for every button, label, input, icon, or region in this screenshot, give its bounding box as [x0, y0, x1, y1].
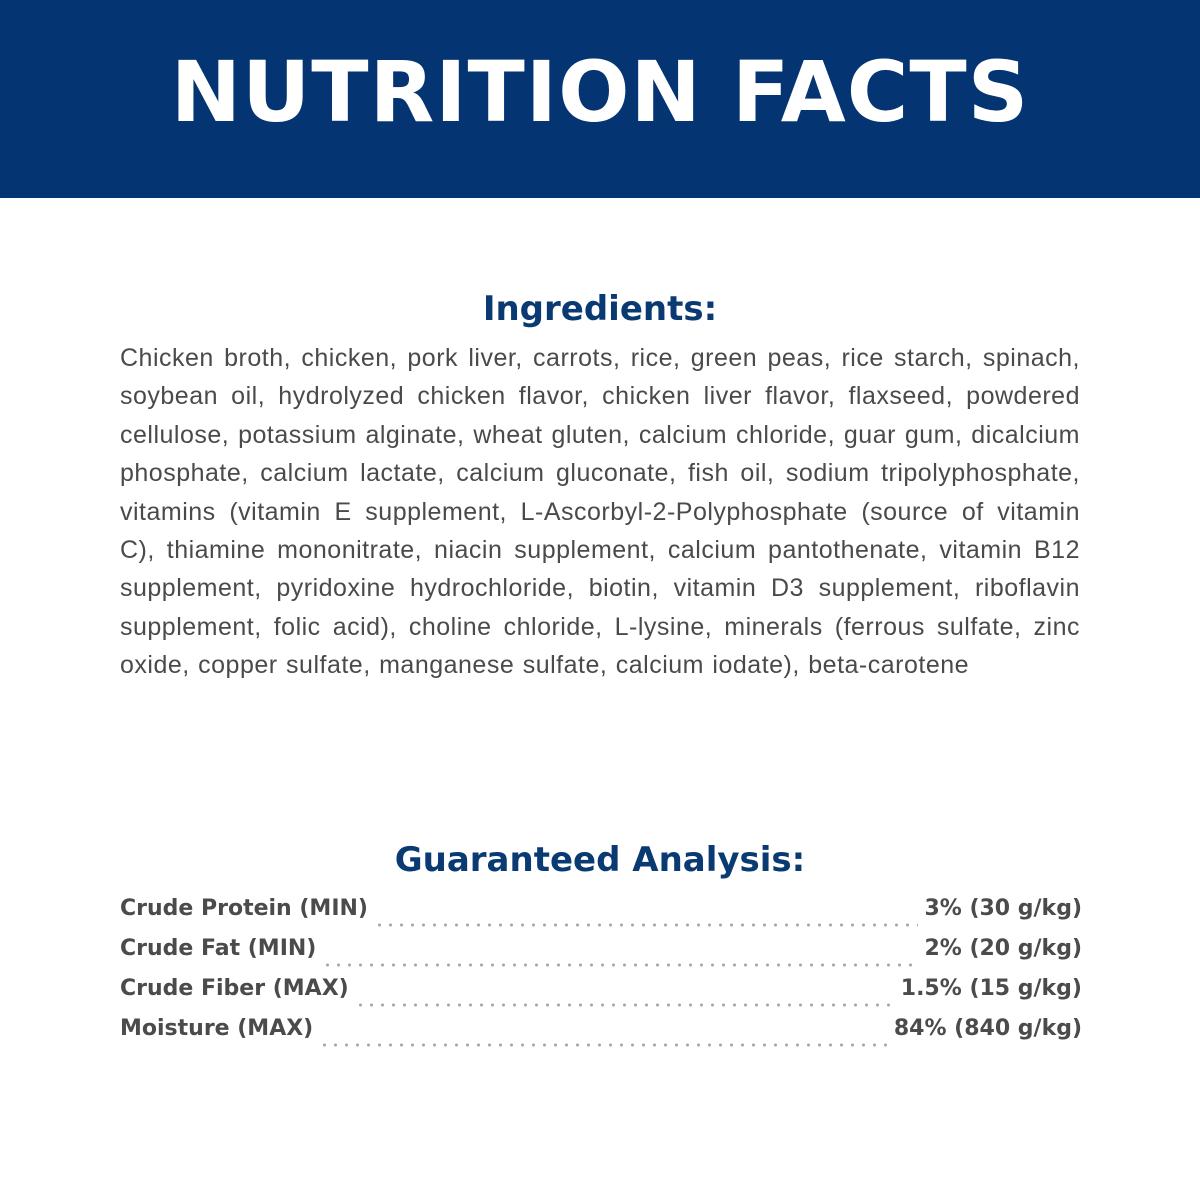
dot-leader	[374, 923, 918, 927]
analysis-value: 1.5% (15 g/kg)	[900, 976, 1082, 1001]
analysis-label: Moisture (MAX)	[120, 1016, 314, 1041]
ingredients-heading: Ingredients:	[482, 289, 718, 329]
ingredients-list: Chicken broth, chicken, pork liver, carrots, rice, green peas, rice starch, spinach, soybean oil, hydrolyzed chicken flavor, chicken liver flavor, flaxseed, powdered cellulose, potassium alginate, wheat gluten, calcium chloride, guar gum, dicalcium phosphate, calcium lactate, calcium gluconate, fish oil, sodium tripolyphosphate, vitamins (vitamin E supplement, L-Ascorbyl-2-Polyphosphate (source of vitamin C), thiamine mononitrate, niacin supplement, calcium pantothenate, vitamin B12 supplement, pyridoxine hydrochloride, biotin, vitamin D3 supplement, riboflavin supplement, folic acid), choline chloride, L-lysine, minerals (ferrous sulfate, zinc oxide, copper sulfate, manganese sulfate, calcium iodate), beta-carotene	[120, 344, 1080, 680]
analysis-value: 2% (20 g/kg)	[924, 936, 1082, 961]
analysis-row-crude-fat	[120, 936, 1082, 976]
guaranteed-analysis-table	[120, 896, 1082, 1056]
dot-leader	[355, 1003, 895, 1007]
analysis-row-moisture	[120, 1016, 1082, 1056]
analysis-value: 3% (30 g/kg)	[924, 896, 1082, 921]
guaranteed-analysis-heading: Guaranteed Analysis:	[394, 840, 806, 880]
analysis-row-crude-fiber	[120, 976, 1082, 1016]
analysis-label: Crude Protein (MIN)	[120, 896, 368, 921]
analysis-row-crude-protein	[120, 896, 1082, 936]
analysis-label: Crude Fat (MIN)	[120, 936, 317, 961]
header-banner	[0, 0, 1200, 198]
analysis-value: 84% (840 g/kg)	[893, 1016, 1082, 1041]
analysis-label: Crude Fiber (MAX)	[120, 976, 349, 1001]
page-title: NUTRITION FACTS	[170, 43, 1030, 141]
dot-leader	[319, 1043, 888, 1047]
dot-leader	[322, 963, 918, 967]
